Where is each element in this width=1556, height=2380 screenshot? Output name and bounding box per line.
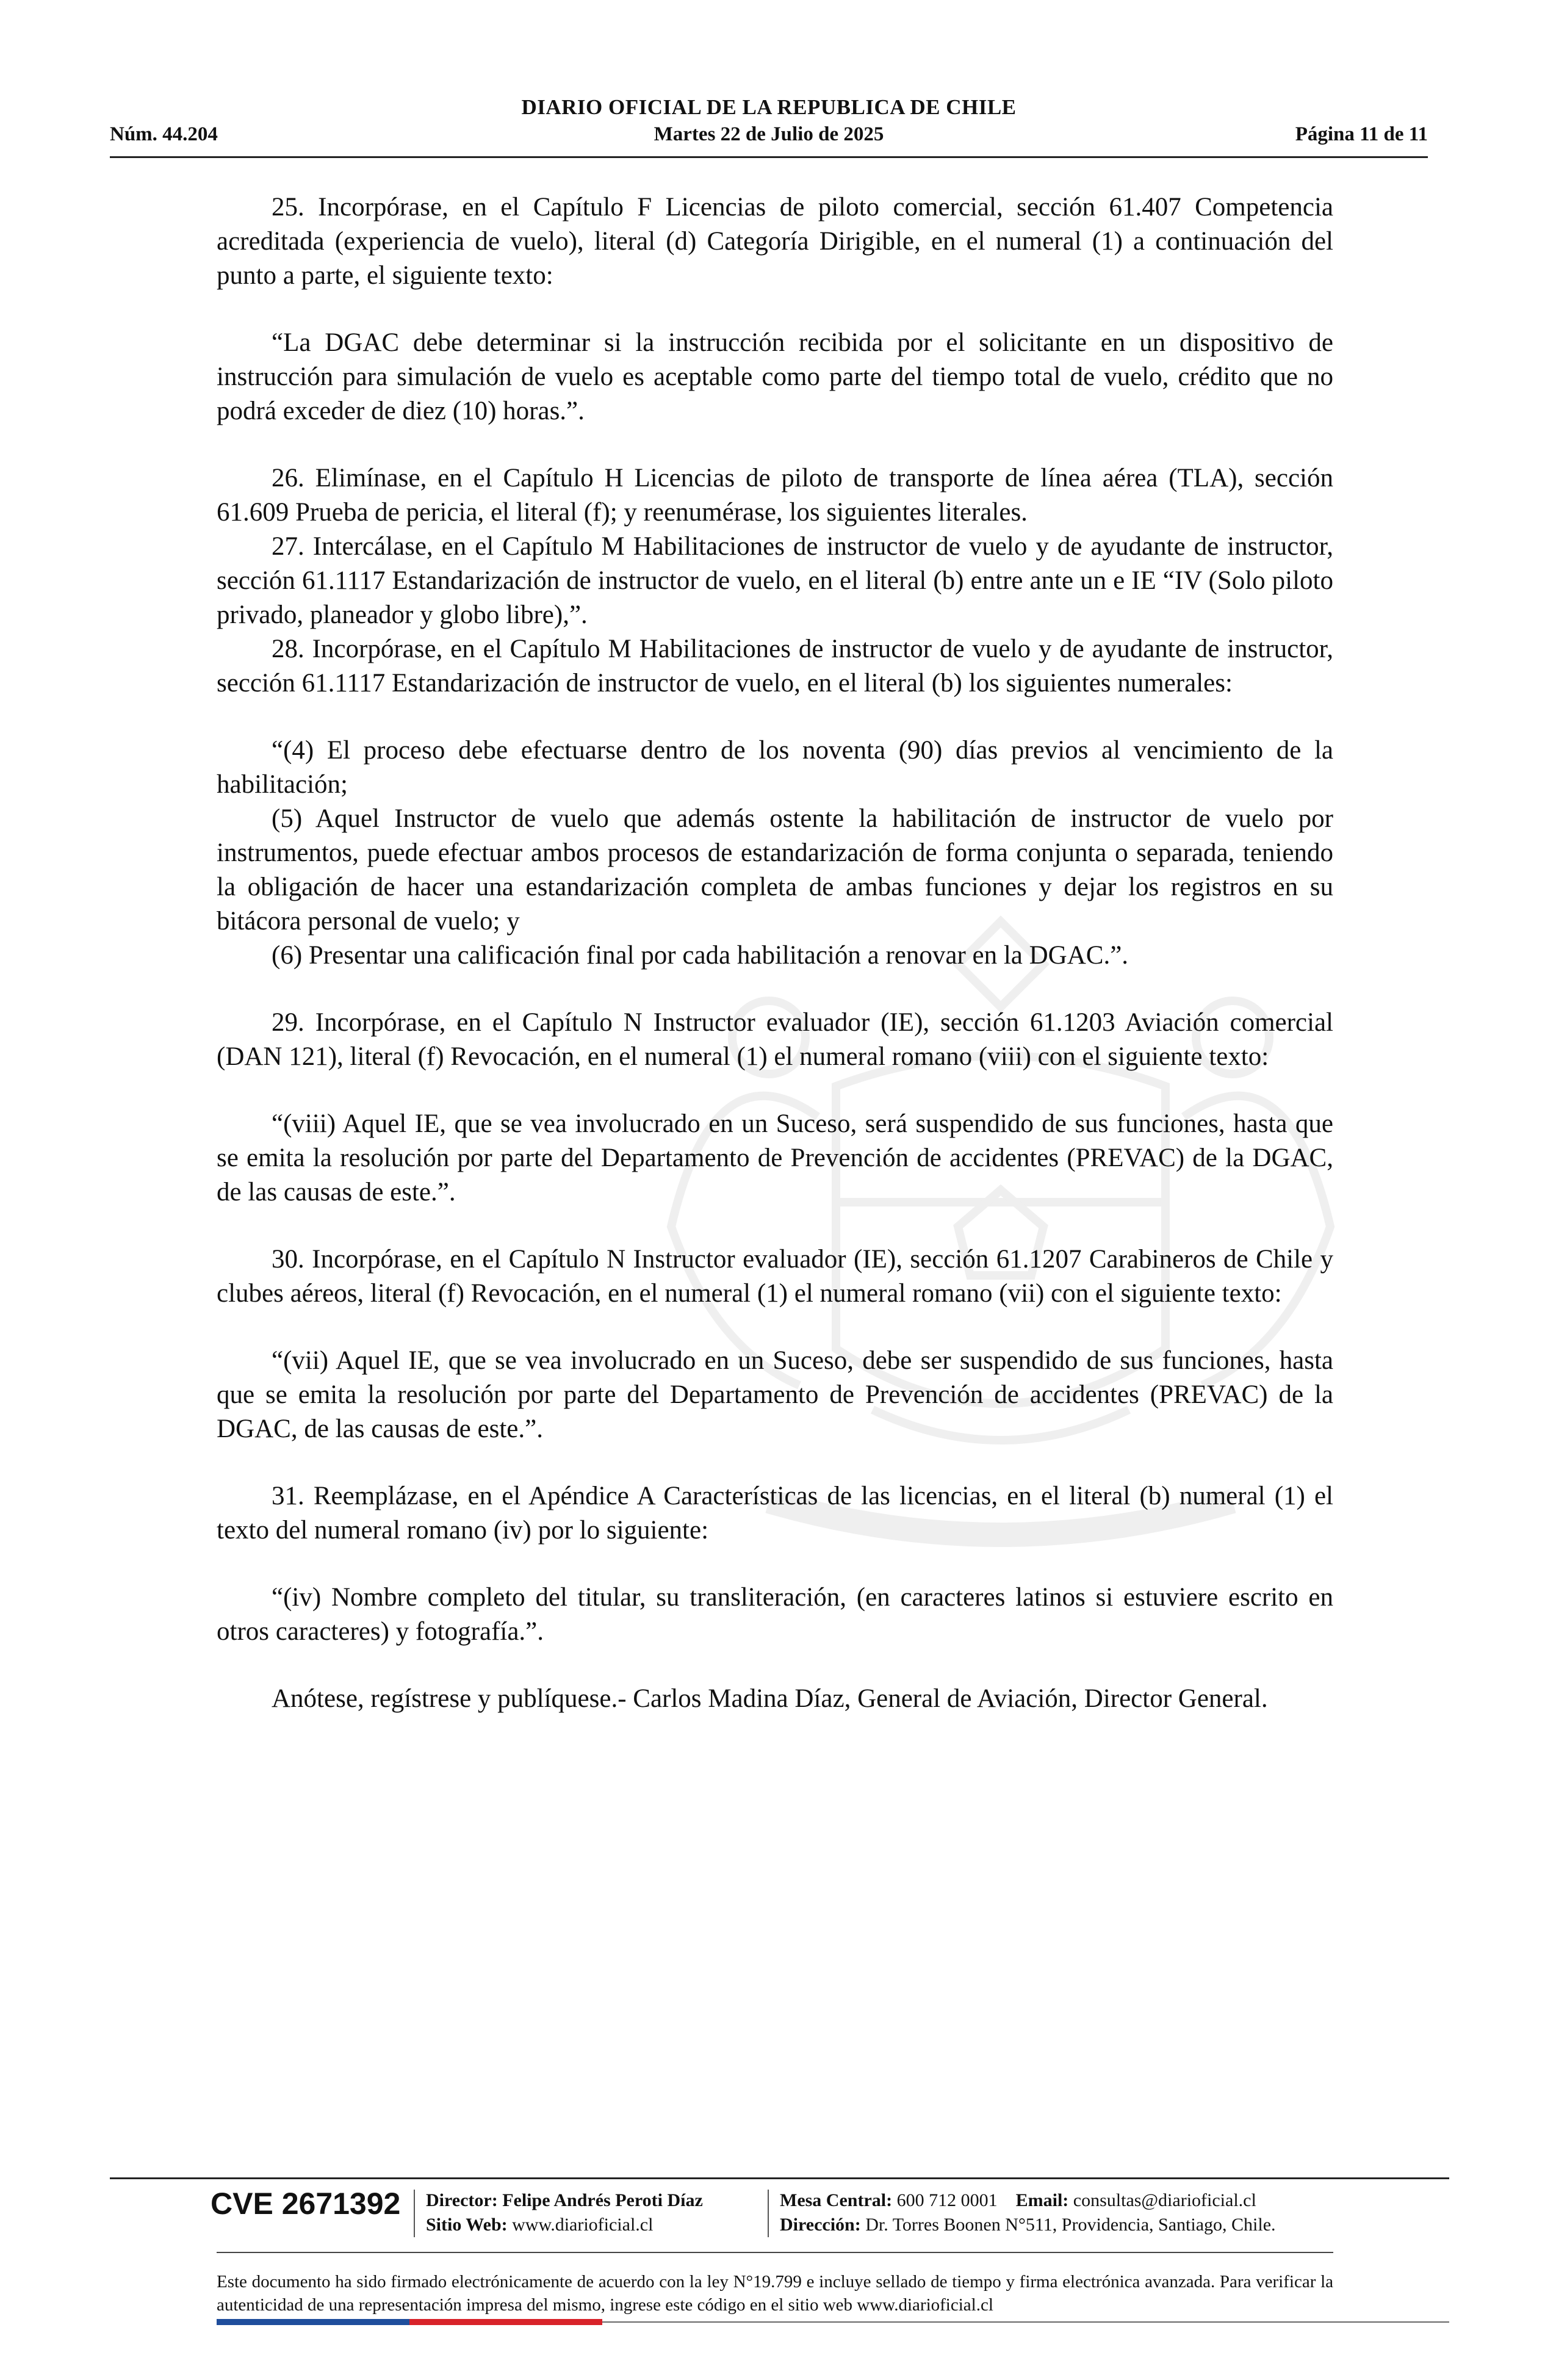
color-bar-segment [217, 2319, 313, 2325]
footer-divider [768, 2190, 769, 2237]
address-value: Dr. Torres Boonen N°511, Providencia, Santiago, Chile. [865, 2215, 1276, 2235]
footer-inner-rule [217, 2252, 1333, 2253]
page-header [110, 95, 1428, 158]
issue-number: Núm. 44.204 [110, 123, 218, 145]
paragraph-26: 26. Elimínase, en el Capítulo H Licencias de piloto de transporte de línea aérea (TLA), sección 61.609 Prueba de pericia, el literal (f); y reenumérase, los siguientes literales. [217, 464, 1333, 527]
cve-code: CVE 2671392 [211, 2187, 401, 2221]
mesa-label: Mesa Central: [780, 2190, 893, 2210]
quoted-text-31: “(iv) Nombre completo del titular, su transliteración, (en caracteres latinos si estuviere escrito en otros caracteres) y fotografía.”. [217, 1583, 1333, 1646]
newspaper-title: DIARIO OFICIAL DE LA REPUBLICA DE CHILE [521, 95, 1017, 119]
color-bar-segment [313, 2319, 409, 2325]
footer-contact-block [780, 2188, 1276, 2237]
color-bar-segment [506, 2319, 602, 2325]
quoted-numeral-5: (5) Aquel Instructor de vuelo que además ostente la habilitación de instructor de vuelo por instrumentos, puede efectuar ambos procesos de estandarización de forma conjunta o separada, teniendo la obligación de hacer una estandarización completa de ambas funciones y dejar los registros en su bitácora personal de vuelo; y [217, 804, 1333, 936]
color-bar-segment [409, 2319, 506, 2325]
site-label: Sitio Web: [426, 2215, 508, 2235]
flag-color-bar [217, 2319, 602, 2325]
paragraph-25: 25. Incorpórase, en el Capítulo F Licencias de piloto comercial, sección 61.407 Competencia acreditada (experiencia de vuelo), literal (d) Categoría Dirigible, en el numeral (1) a continuación del punto a parte, el siguiente texto: [217, 193, 1333, 290]
quoted-numeral-6: (6) Presentar una calificación final por cada habilitación a renovar en la DGAC.”. [272, 941, 1129, 970]
paragraph-30: 30. Incorpórase, en el Capítulo N Instructor evaluador (IE), sección 61.1207 Carabineros de Chile y clubes aéreos, literal (f) Revocación, en el numeral (1) el numeral romano (vii) con el siguiente texto: [217, 1245, 1333, 1308]
address-label: Dirección: [780, 2215, 861, 2235]
paragraph-27: 27. Intercálase, en el Capítulo M Habilitaciones de instructor de vuelo y de ayudante de instructor, sección 61.1117 Estandarización de instructor de vuelo, en el literal (b) entre ante un e IE “IV (Solo piloto privado, planeador y globo libre),”. [217, 532, 1333, 629]
site-link[interactable]: www.diarioficial.cl [512, 2215, 654, 2235]
quoted-text-25: “La DGAC debe determinar si la instrucción recibida por el solicitante en un dispositivo de instrucción para simulación de vuelo es aceptable como parte del tiempo total de vuelo, crédito que no podrá exceder de diez (10) horas.”. [217, 328, 1333, 425]
signature-paragraph: Anótese, regístrese y publíquese.- Carlos Madina Díaz, General de Aviación, Director General. [272, 1684, 1268, 1713]
document-body [217, 190, 1333, 1716]
director-label: Director: [426, 2190, 498, 2210]
email-label: Email: [1015, 2190, 1069, 2210]
issue-date: Martes 22 de Julio de 2025 [654, 123, 884, 145]
quoted-text-29: “(viii) Aquel IE, que se vea involucrado en un Suceso, será suspendido de sus funciones, hasta que se emita la resolución por parte del Departamento de Prevención de accidentes (PREVAC) de la DGAC, de las causas de este.”. [217, 1109, 1333, 1206]
quoted-text-30: “(vii) Aquel IE, que se vea involucrado en un Suceso, debe ser suspendido de sus funciones, hasta que se emita la resolución por parte del Departamento de Prevención de accidentes (PREVAC) de la DGAC, de las causas de este.”. [217, 1346, 1333, 1443]
legal-notice: Este documento ha sido firmado electrónicamente de acuerdo con la ley N°19.799 e incluye sellado de tiempo y firma electrónica avanzada. Para verificar la autenticidad de una representación impresa del mismo, ingrese este código en el sitio web www.diarioficial.cl [217, 2272, 1333, 2315]
paragraph-31: 31. Reemplázase, en el Apéndice A Características de las licencias, en el literal (b) numeral (1) el texto del numeral romano (iv) por lo siguiente: [217, 1482, 1333, 1545]
paragraph-28: 28. Incorpórase, en el Capítulo M Habilitaciones de instructor de vuelo y de ayudante de instructor, sección 61.1117 Estandarización de instructor de vuelo, en el literal (b) los siguientes numerales: [217, 635, 1333, 698]
email-link[interactable]: consultas@diarioficial.cl [1073, 2190, 1256, 2210]
footer-divider [414, 2190, 415, 2237]
paragraph-29: 29. Incorpórase, en el Capítulo N Instructor evaluador (IE), sección 61.1203 Aviación comercial (DAN 121), literal (f) Revocación, en el numeral (1) el numeral romano (viii) con el siguiente texto: [217, 1008, 1333, 1071]
director-name: Felipe Andrés Peroti Díaz [502, 2190, 703, 2210]
footer-director-block [426, 2188, 703, 2237]
mesa-phone: 600 712 0001 [896, 2190, 998, 2210]
page-number: Página 11 de 11 [1295, 123, 1428, 145]
footer-top-rule [110, 2177, 1449, 2179]
quoted-numeral-4: “(4) El proceso debe efectuarse dentro de los noventa (90) días previos al vencimiento de la habilitación; [217, 736, 1333, 799]
